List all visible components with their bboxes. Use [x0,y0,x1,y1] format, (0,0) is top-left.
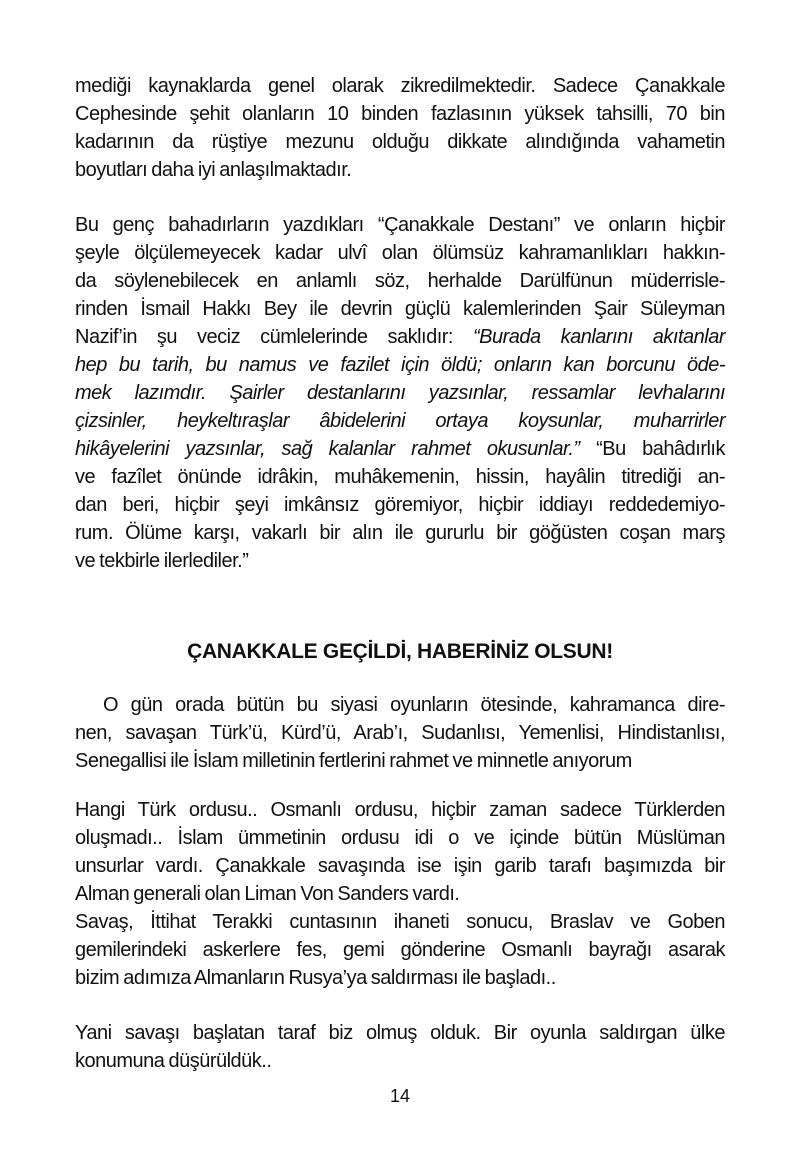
text-line [75,1019,725,1047]
text-line [75,435,725,463]
text-line [75,547,725,575]
paragraph-intro [75,72,725,184]
text-line [75,824,725,852]
text-segment: da söylenebilecek en anlamlı söz, herhalde Darülfünun müderrisle- [75,270,725,292]
text-segment: ve tekbirle ilerlediler.” [75,550,249,572]
text-line [75,691,725,719]
text-segment: şeyle ölçülemeyecek kadar ulvî olan ölümsüz kahramanlıkları hakkın- [75,242,725,264]
text-segment: nen, savaşan Türk’ü, Kürd’ü, Arab’ı, Sudanlısı, Yemenlisi, Hindistanlısı, [75,722,725,744]
text-line [75,239,725,267]
text-segment: Savaş, İttihat Terakki cuntasının ihaneti sonucu, Braslav ve Goben [75,911,725,933]
text-segment: “Bu bahâdırlık [596,438,725,460]
text-segment: Bu genç bahadırların yazdıkları “Çanakkale Destanı” ve onların hiçbir [75,214,725,236]
text-line [75,351,725,379]
text-segment: mediği kaynaklarda genel olarak zikredilmektedir. Sadece Çanakkale [75,75,725,97]
paragraph-yani-savasi [75,1019,725,1075]
text-line [75,128,725,156]
italic-text-segment: hikâyelerini yazsınlar, sağ kalanlar rahmet okusunlar.” [75,438,597,460]
text-segment: gemilerindeki askerlere fes, gemi gönderine Osmanlı bayrağı asarak [75,939,725,961]
text-segment: ve fazîlet önünde idrâkin, muhâkemenin, hissin, hayâlin titrediği an- [75,466,725,488]
text-segment: unsurlar vardı. Çanakkale savaşında ise işin garib tarafı başımızda bir [75,855,725,877]
text-segment: Alman generali olan Liman Von Sanders vardı. [75,883,460,905]
page-number: 14 [389,1086,411,1106]
text-segment: rinden İsmail Hakkı Bey ile devrin güçlü kalemlerinden Şair Süleyman [75,298,725,320]
text-line [75,100,725,128]
italic-text-segment: çizsinler, heykeltıraşlar âbidelerini ortaya koysunlar, muharrirler [75,410,725,432]
text-segment: Yani savaşı başlatan taraf biz olmuş olduk. Bir oyunla saldırgan ülke [75,1022,725,1044]
text-segment: Hangi Türk ordusu.. Osmanlı ordusu, hiçbir zaman sadece Türklerden [75,799,725,821]
text-line [75,719,725,747]
paragraph-destani-quote [75,211,725,575]
text-line [75,156,725,184]
text-line [75,267,725,295]
text-segment: rum. Ölüme karşı, vakarlı bir alın ile gururlu bir göğüsten coşan marş [75,522,725,544]
text-line [75,211,725,239]
text-segment: kadarının da rüştiye mezunu olduğu dikkate alındığında vahametin [75,131,725,153]
text-line [75,936,725,964]
section-heading: ÇANAKKALE GEÇİLDİ, HABERİNİZ OLSUN! [187,640,613,663]
text-segment: bizim adımıza Almanların Rusya’ya saldırması ile başladı.. [75,967,556,989]
text-segment: Senegallisi ile İslam milletinin fertlerini rahmet ve minnetle anıyorum [75,750,632,772]
text-segment: Nazif’in şu veciz cümlelerinde saklıdır: [75,326,473,348]
text-segment: dan beri, hiçbir şeyi imkânsız göremiyor, hiçbir iddiayı reddedemiyo- [75,494,725,516]
text-segment: boyutları daha iyi anlaşılmaktadır. [75,159,352,181]
text-line [75,72,725,100]
text-line [75,747,725,775]
text-segment: oluşmadı.. İslam ümmetinin ordusu idi o ve içinde bütün Müslüman [75,827,725,849]
text-line [75,407,725,435]
text-line [75,908,725,936]
text-line [75,852,725,880]
text-segment: O gün orada bütün bu siyasi oyunların ötesinde, kahramanca dire- [103,694,725,716]
text-line [75,463,725,491]
italic-text-segment: mek lazımdır. Şairler destanlarını yazsınlar, ressamlar levhalarını [75,382,725,404]
text-line [75,323,725,351]
text-line [75,519,725,547]
text-segment: Cephesinde şehit olanların 10 binden fazlasının yüksek tahsilli, 70 bin [75,103,725,125]
text-line [75,964,725,992]
text-line [75,491,725,519]
text-segment: konumuna düşürüldük.. [75,1050,272,1072]
text-line [75,796,725,824]
text-line [75,880,725,908]
paragraph-hangi-turk [75,796,725,992]
paragraph-o-gun [75,691,725,775]
text-line [75,295,725,323]
italic-text-segment: hep bu tarih, bu namus ve fazilet için öldü; onların kan borcunu öde- [75,354,725,376]
text-line [75,379,725,407]
italic-text-segment: “Burada kanlarını akıtanlar [472,326,725,348]
text-line [75,1047,725,1075]
